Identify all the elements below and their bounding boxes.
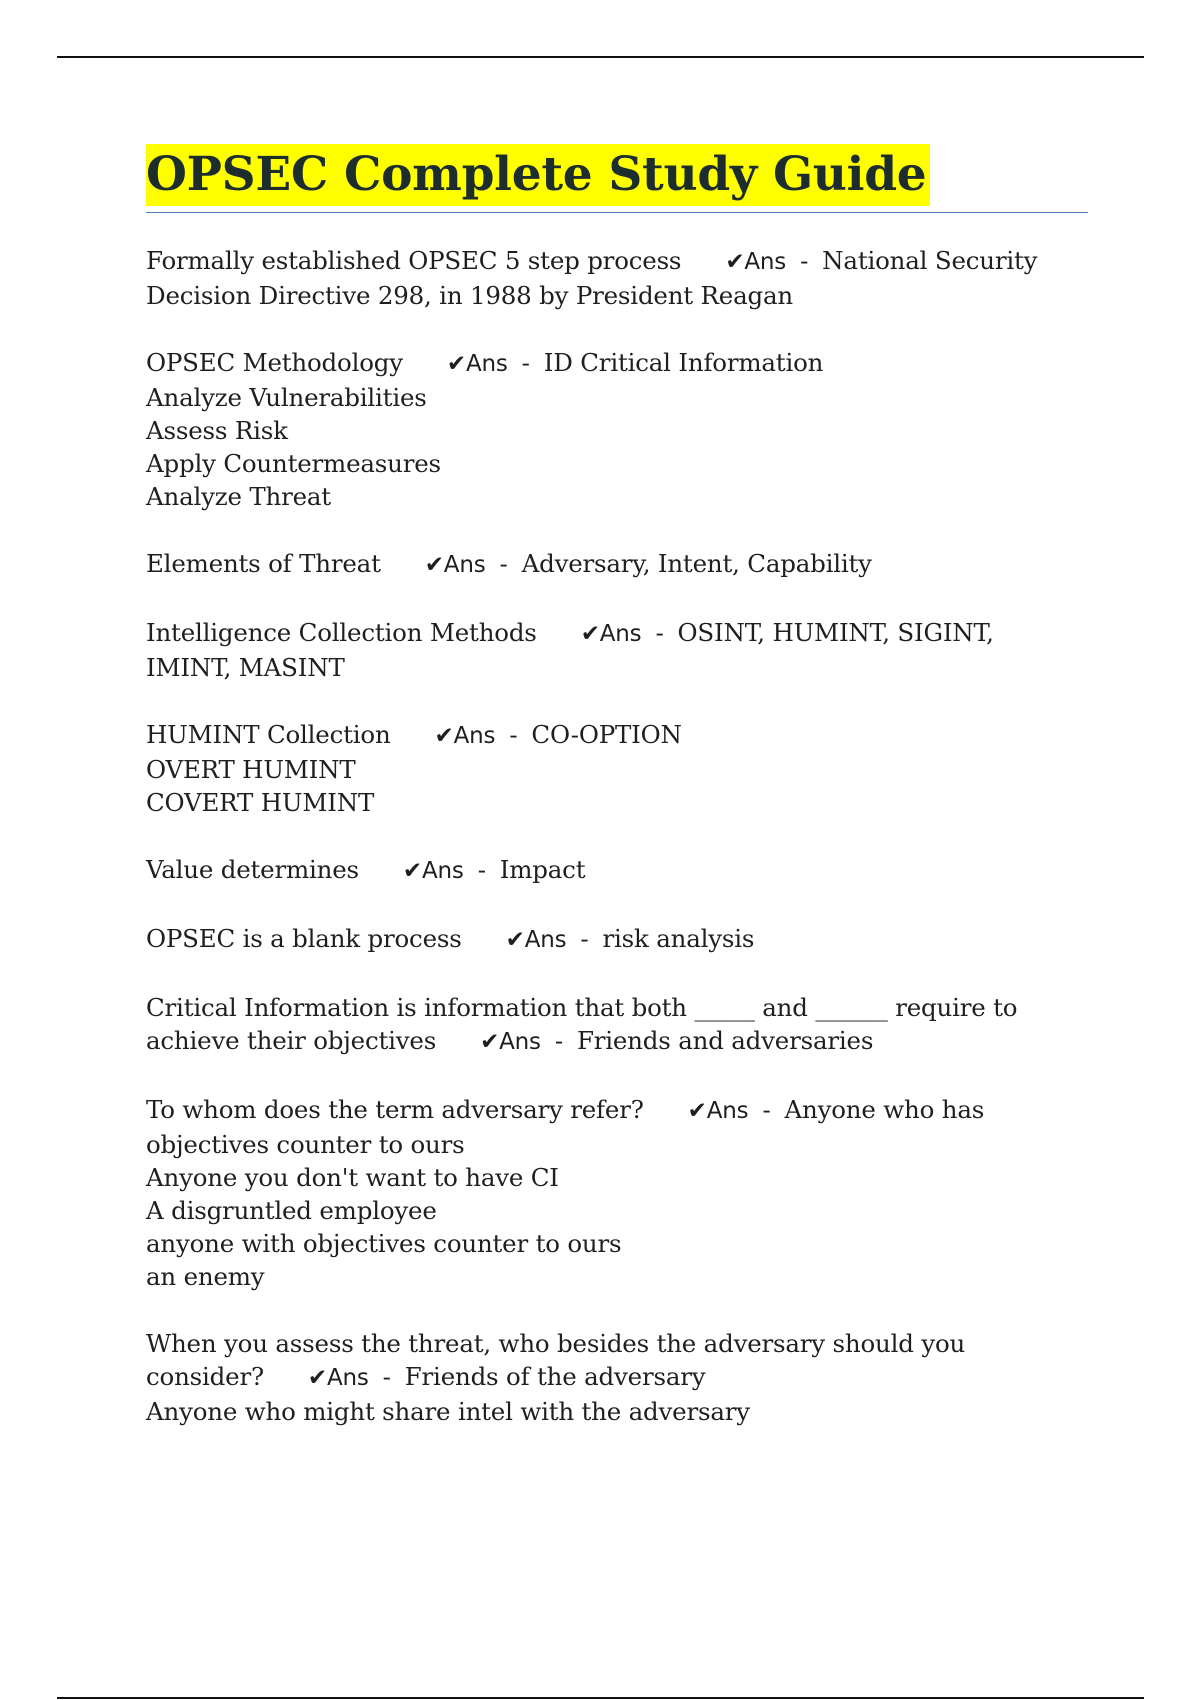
- question-text: OPSEC Methodology: [146, 348, 403, 377]
- answer-separator: -: [655, 618, 664, 647]
- answer-text: Adversary, Intent, Capability: [521, 549, 872, 578]
- question-text: Intelligence Collection Methods: [146, 618, 537, 647]
- question-text: HUMINT Collection: [146, 720, 391, 749]
- header-rule: [57, 56, 1144, 58]
- answer-separator: -: [521, 348, 530, 377]
- answer-separator: -: [499, 549, 508, 578]
- question-text: OPSEC is a blank process: [146, 924, 462, 953]
- question-text: achieve their objectives: [146, 1026, 437, 1055]
- answer-text: Anyone who has: [784, 1095, 985, 1124]
- answer-separator: -: [800, 246, 809, 275]
- answer-marker: ✔Ans: [725, 249, 787, 275]
- answer-separator: -: [477, 855, 486, 884]
- answer-text: National Security: [822, 246, 1038, 275]
- answer-text: Friends and adversaries: [576, 1026, 874, 1055]
- answer-text: Impact: [499, 855, 586, 884]
- answer-separator: -: [554, 1026, 563, 1055]
- answer-marker: ✔Ans: [480, 1029, 541, 1055]
- answer-text: OSINT, HUMINT, SIGINT,: [677, 618, 994, 647]
- answer-separator: -: [580, 924, 589, 953]
- qa-item: [146, 718, 1088, 819]
- question-text: Value determines: [146, 855, 359, 884]
- qa-item: [146, 1093, 1088, 1293]
- answer-line: Assess Risk: [146, 416, 288, 445]
- qa-item: [146, 244, 1088, 312]
- question-text: To whom does the term adversary refer?: [146, 1095, 644, 1124]
- answer-text: CO-OPTION: [531, 720, 682, 749]
- answer-line: Analyze Vulnerabilities: [146, 383, 427, 412]
- qa-item: [146, 346, 1088, 513]
- qa-item: [146, 991, 1088, 1059]
- title-block: [146, 144, 1088, 213]
- answer-line: Anyone who might share intel with the adversary: [146, 1397, 750, 1426]
- answer-text: ID Critical Information: [543, 348, 824, 377]
- qa-item: [146, 1327, 1088, 1428]
- question-text: When you assess the threat, who besides the adversary should you: [146, 1329, 966, 1358]
- answer-marker: ✔Ans: [505, 927, 567, 953]
- answer-marker: ✔Ans: [446, 351, 508, 377]
- answer-line: OVERT HUMINT: [146, 755, 356, 784]
- answer-separator: -: [509, 720, 518, 749]
- answer-marker: ✔Ans: [424, 552, 486, 578]
- qa-item: [146, 922, 1088, 957]
- answer-marker: ✔Ans: [307, 1365, 369, 1391]
- answer-marker: ✔Ans: [402, 858, 464, 884]
- document-title: OPSEC Complete Study Guide: [146, 144, 930, 206]
- qa-item: [146, 547, 1088, 582]
- answer-line: COVERT HUMINT: [146, 788, 375, 817]
- answer-separator: -: [382, 1362, 391, 1391]
- answer-line: Anyone you don't want to have CI: [146, 1163, 559, 1192]
- question-text: Critical Information is information that both _____ and ______ require to: [146, 993, 1018, 1022]
- answer-marker: ✔Ans: [687, 1098, 749, 1124]
- footer-rule: [57, 1697, 1144, 1699]
- answer-text: Friends of the adversary: [404, 1362, 706, 1391]
- question-text: Elements of Threat: [146, 549, 381, 578]
- answer-line: anyone with objectives counter to ours: [146, 1229, 622, 1258]
- answer-marker: ✔Ans: [434, 723, 496, 749]
- answer-text: risk analysis: [602, 924, 755, 953]
- document-body: [146, 144, 1088, 1462]
- answer-line: Apply Countermeasures: [146, 449, 441, 478]
- answer-continuation: objectives counter to ours: [146, 1130, 465, 1159]
- answer-marker: ✔Ans: [580, 621, 642, 647]
- qa-item: [146, 853, 1088, 888]
- answer-line: an enemy: [146, 1262, 265, 1291]
- answer-continuation: IMINT, MASINT: [146, 653, 345, 682]
- answer-separator: -: [762, 1095, 771, 1124]
- answer-line: Analyze Threat: [146, 482, 331, 511]
- answer-line: A disgruntled employee: [146, 1196, 437, 1225]
- qa-item: [146, 616, 1088, 684]
- question-text: Formally established OPSEC 5 step process: [146, 246, 682, 275]
- answer-continuation: Decision Directive 298, in 1988 by President Reagan: [146, 281, 793, 310]
- question-text: consider?: [146, 1362, 264, 1391]
